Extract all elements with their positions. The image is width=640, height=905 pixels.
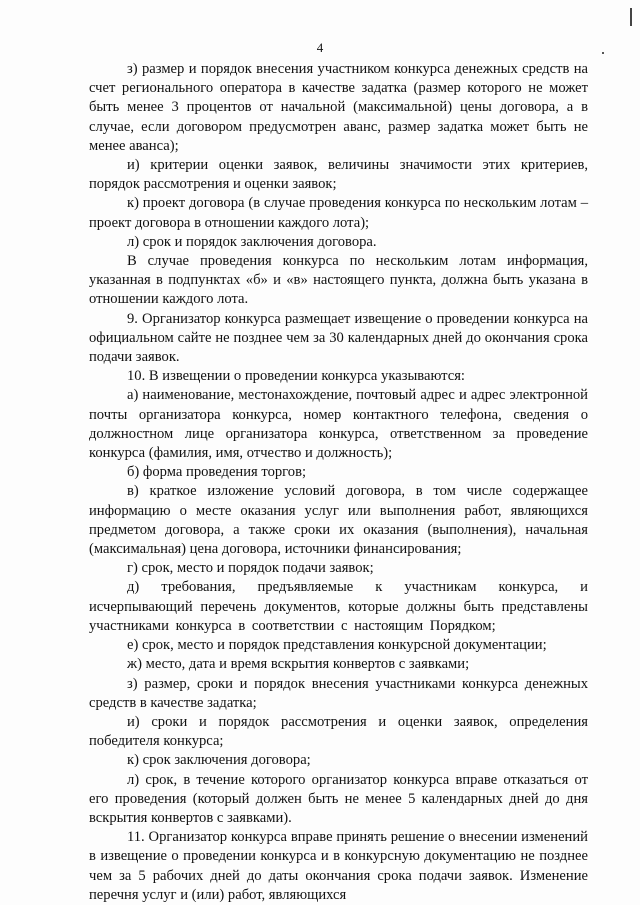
document-body xyxy=(89,60,588,905)
paragraph-10v-contract-summary: в) краткое изложение условий договора, в том числе содержащее информацию о месте оказания услуг или выполнения работ, являющихся предметом договора, а также сроки их оказания (выполнения), начальная (максимальная) цена договора, источники финансирования; xyxy=(89,483,588,558)
paragraph-k-draft-contract: к) проект договора (в случае проведения конкурса по нескольким лотам – проект договора в отношении каждого лота); xyxy=(89,195,588,231)
paragraph-10z-deposit: з) размер, сроки и порядок внесения участниками конкурса денежных средств в качестве задатка; xyxy=(89,675,588,711)
paragraph-10e-documentation: е) срок, место и порядок представления конкурсной документации; xyxy=(127,637,547,654)
page-number: 4 xyxy=(316,40,324,55)
paragraph-9-notice-publication: 9. Организатор конкурса размещает извещение о проведении конкурса на официальном сайте не позднее чем за 30 календарных дней до окончания срока подачи заявок. xyxy=(89,310,588,366)
paragraph-10d-requirements: д) требования, предъявляемые к участникам конкурса, и исчерпывающий перечень документов, которые должны быть представлены участниками конкурса в соответствии с настоящим Порядком; xyxy=(89,579,588,634)
paragraph-10-notice-contents: 10. В извещении о проведении конкурса указываются: xyxy=(127,368,465,385)
paragraph-l-contract-term: л) срок и порядок заключения договора. xyxy=(127,233,377,250)
paragraph-10g-submission-terms: г) срок, место и порядок подачи заявок; xyxy=(127,560,374,577)
paragraph-10a-organizer-info: а) наименование, местонахождение, почтовый адрес и адрес электронной почты организатора конкурса, номер контактного телефона, сведения о должностном лице организатора конкурса, ответственном за проведение конкурса (фамилия, имя, отчество и должность); xyxy=(89,387,588,462)
scan-edge-mark xyxy=(630,8,632,26)
paragraph-z-deposit: з) размер и порядок внесения участником конкурса денежных средств на счет регионального оператора в качестве задатка (размер которого не может быть менее 3 процентов от начальной (максимальной) цены договора, а в случае, если договором предусмотрен аванс, размер задатка может быть не менее аванса); xyxy=(89,61,588,154)
paragraph-i-criteria: и) критерии оценки заявок, величины значимости этих критериев, порядок рассмотрения и оценки заявок; xyxy=(89,157,588,193)
paragraph-10i-evaluation: и) сроки и порядок рассмотрения и оценки заявок, определения победителя конкурса; xyxy=(89,713,588,750)
paragraph-10b-auction-form: б) форма проведения торгов; xyxy=(127,464,307,481)
paragraph-11-amendments: 11. Организатор конкурса вправе принять решение о внесении изменений в извещение о проведении конкурса и в конкурсную документацию не позднее чем за 5 рабочих дней до даты окончания срока подачи заявок. Изменение перечня услуг и (или) работ, являющихся xyxy=(89,829,588,903)
paragraph-multiple-lots: В случае проведения конкурса по нескольким лотам информация, указанная в подпунктах «б» и «в» настоящего пункта, должна быть указана в отношении каждого лота. xyxy=(89,253,588,308)
paragraph-10zh-envelope-opening: ж) место, дата и время вскрытия конвертов с заявками; xyxy=(127,656,470,673)
paragraph-10k-contract-date: к) срок заключения договора; xyxy=(127,752,311,769)
paragraph-10l-withdrawal: л) срок, в течение которого организатор конкурса вправе отказаться от его проведения (который должен быть не менее 5 календарных дней до дня вскрытия конвертов с заявками). xyxy=(89,771,588,826)
